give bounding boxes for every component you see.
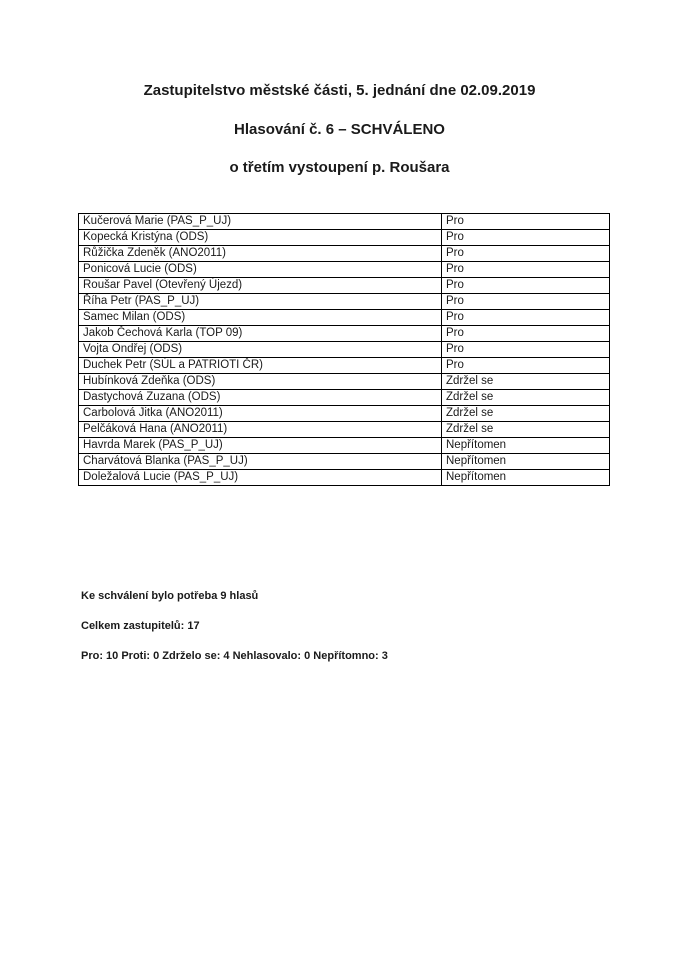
- vote-subject-heading: o třetím vystoupení p. Roušara: [229, 159, 450, 176]
- member-name-cell: Duchek Petr (SÚL a PATRIOTI ČR): [79, 358, 442, 374]
- member-name-cell: Roušar Pavel (Otevřený Újezd): [79, 278, 442, 294]
- member-name-cell: Havrda Marek (PAS_P_UJ): [79, 438, 442, 454]
- vote-cell: Nepřítomen: [442, 470, 610, 486]
- vote-cell: Pro: [442, 214, 610, 230]
- vote-cell: Pro: [442, 230, 610, 246]
- table-row: [79, 278, 610, 294]
- table-row: [79, 454, 610, 470]
- vote-cell: Pro: [442, 326, 610, 342]
- vote-cell: Zdržel se: [442, 390, 610, 406]
- voting-table: [78, 213, 610, 486]
- table-row: [79, 422, 610, 438]
- total-members-text: Celkem zastupitelů: 17: [81, 620, 200, 632]
- table-row: [79, 262, 610, 278]
- table-row: [79, 230, 610, 246]
- table-row: [79, 246, 610, 262]
- member-name-cell: Kučerová Marie (PAS_P_UJ): [79, 214, 442, 230]
- member-name-cell: Ponicová Lucie (ODS): [79, 262, 442, 278]
- vote-result-heading: Hlasování č. 6 – SCHVÁLENO: [234, 121, 445, 138]
- vote-cell: Pro: [442, 246, 610, 262]
- table-row: [79, 342, 610, 358]
- member-name-cell: Kopecká Kristýna (ODS): [79, 230, 442, 246]
- document-title: Zastupitelstvo městské části, 5. jednání dne 02.09.2019: [143, 82, 536, 99]
- member-name-cell: Samec Milan (ODS): [79, 310, 442, 326]
- member-name-cell: Hubínková Zdeňka (ODS): [79, 374, 442, 390]
- vote-cell: Nepřítomen: [442, 438, 610, 454]
- vote-cell: Nepřítomen: [442, 454, 610, 470]
- table-row: [79, 294, 610, 310]
- table-row: [79, 374, 610, 390]
- member-name-cell: Charvátová Blanka (PAS_P_UJ): [79, 454, 442, 470]
- vote-cell: Pro: [442, 262, 610, 278]
- member-name-cell: Dastychová Zuzana (ODS): [79, 390, 442, 406]
- member-name-cell: Carbolová Jitka (ANO2011): [79, 406, 442, 422]
- vote-tally-text: Pro: 10 Proti: 0 Zdrželo se: 4 Nehlasovalo: 0 Nepřítomno: 3: [81, 650, 388, 662]
- member-name-cell: Pelčáková Hana (ANO2011): [79, 422, 442, 438]
- table-row: [79, 310, 610, 326]
- vote-cell: Pro: [442, 310, 610, 326]
- vote-cell: Zdržel se: [442, 406, 610, 422]
- vote-cell: Pro: [442, 358, 610, 374]
- table-row: [79, 406, 610, 422]
- member-name-cell: Jakob Čechová Karla (TOP 09): [79, 326, 442, 342]
- table-row: [79, 358, 610, 374]
- vote-cell: Zdržel se: [442, 374, 610, 390]
- vote-cell: Pro: [442, 294, 610, 310]
- vote-cell: Pro: [442, 342, 610, 358]
- table-row: [79, 438, 610, 454]
- table-row: [79, 326, 610, 342]
- vote-cell: Zdržel se: [442, 422, 610, 438]
- table-row: [79, 214, 610, 230]
- member-name-cell: Vojta Ondřej (ODS): [79, 342, 442, 358]
- vote-cell: Pro: [442, 278, 610, 294]
- voting-table-body: [79, 214, 610, 486]
- table-row: [79, 470, 610, 486]
- table-row: [79, 390, 610, 406]
- member-name-cell: Doležalová Lucie (PAS_P_UJ): [79, 470, 442, 486]
- required-votes-text: Ke schválení bylo potřeba 9 hlasů: [81, 590, 259, 602]
- member-name-cell: Říha Petr (PAS_P_UJ): [79, 294, 442, 310]
- member-name-cell: Růžička Zdeněk (ANO2011): [79, 246, 442, 262]
